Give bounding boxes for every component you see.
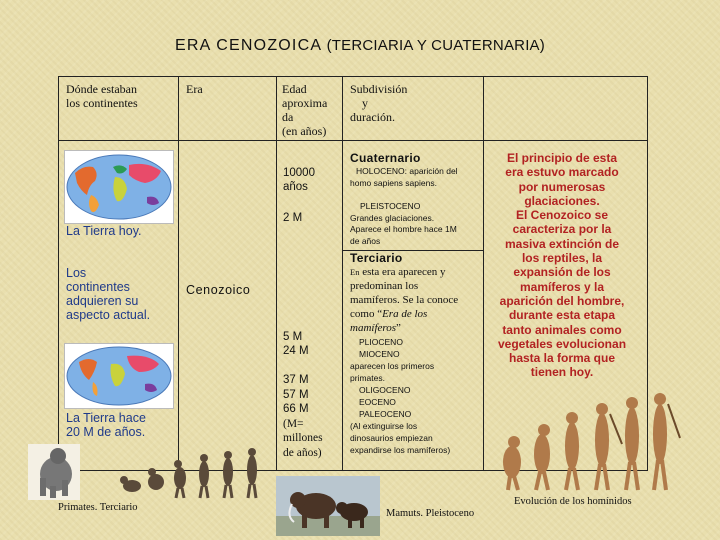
age-pliocene-miocene: 5 M 24 M: [283, 331, 309, 357]
header-continents: Dónde estaban los continentes: [66, 82, 138, 110]
earth-today-label: La Tierra hoy.: [66, 224, 142, 238]
column-divider: [342, 76, 343, 471]
earth-past-map: [64, 343, 174, 409]
pleistoceno-text: PLEISTOCENO Grandes glaciaciones. Aparece el hombre hace 1M de años: [350, 201, 457, 246]
header-divider: [58, 140, 648, 141]
hominids-evolution-icon: [498, 384, 684, 494]
primates-evolution-icon: [120, 442, 268, 500]
column-divider: [276, 76, 277, 471]
mammoths-caption: Mamuts. Pleistoceno: [386, 508, 475, 519]
holoceno-text: HOLOCENO: aparición del homo sapiens sapiens.: [350, 166, 458, 188]
age-paleogene: 37 M 57 M 66 M (M= millones de años): [283, 374, 323, 459]
summary-text: El principio de esta era estuvo marcado por numerosas glaciaciones. El Cenozoico se caracteriza por la masiva extinción de los reptiles, la expansión de los mamíferos y la aparición del hombre, durante esta etapa tanto animales como vegetales evolucionan hasta la forma que tienen hoy.: [497, 151, 627, 380]
age-holocene: 10000 años: [283, 167, 315, 193]
world-map-icon: [65, 344, 173, 408]
primates-caption: Primates. Terciario: [58, 502, 138, 513]
column-divider: [178, 76, 179, 471]
cuaternario-heading: Cuaternario: [350, 151, 421, 165]
era-name: Cenozoico: [186, 283, 251, 297]
header-era: Era: [186, 82, 203, 96]
age-pleistocene: 2 M: [283, 212, 303, 224]
earth-today-map: [64, 150, 174, 224]
hominids-caption: Evolución de los homínidos: [514, 496, 632, 507]
world-map-icon: [65, 151, 173, 223]
tertiary-periods: PLIOCENO MIOCENO aparecen los primeros primates. OLIGOCENO EOCENO PALEOCENO (Al extinguirse los dinosaurios empiezan expandirse los mamíferos): [350, 337, 451, 455]
page-title: ERA CENOZOICA (TERCIARIA Y CUATERNARIA): [175, 37, 545, 54]
earth-past-label: La Tierra hace 20 M de años.: [66, 411, 146, 439]
continents-shape-label: Los continentes adquieren su aspecto actual.: [66, 266, 151, 322]
mammoths-icon: [276, 476, 380, 536]
header-subdivision: Subdivisión y duración.: [350, 82, 408, 124]
gorilla-icon: [28, 444, 80, 500]
terciario-text: En esta era aparecen y predominan los mamíferos. Se la conoce como “Era de los mamíferos”: [350, 266, 459, 334]
terciario-heading: Terciario: [350, 251, 403, 265]
header-age: Edad aproxima da (en años): [282, 82, 328, 138]
